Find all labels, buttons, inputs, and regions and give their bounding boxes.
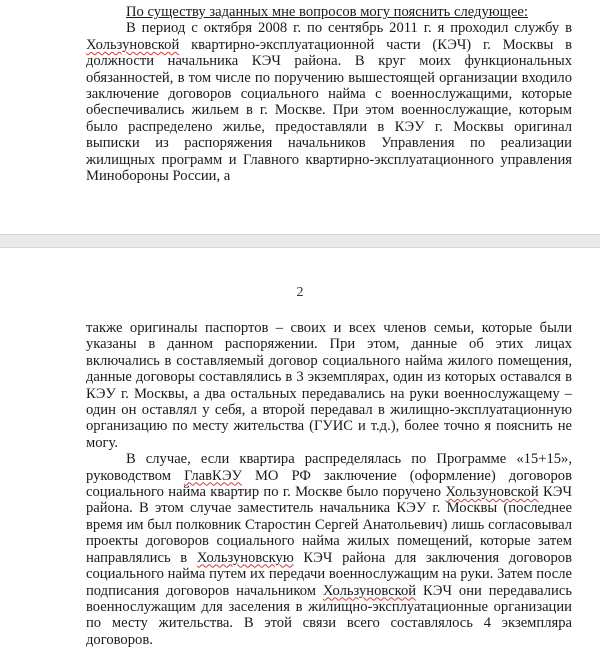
document-page-1: [0, 0, 600, 234]
misspelled-word: Хользуновской: [86, 36, 180, 53]
text-run: МО РФ заключение (оформление) договоров социального найма квартир по г. Москве было поручено: [86, 467, 572, 501]
page-1-heading: [86, 4, 572, 20]
page-2-paragraph: [86, 451, 572, 648]
page-1-paragraph: [86, 20, 572, 184]
misspelled-word: Хользуновской: [322, 582, 417, 599]
page-2-text: [86, 320, 572, 648]
page-2-continuation-paragraph: также оригиналы паспортов – своих и всех членов семьи, которые были указаны в данном распоряжении. При этом, данные об этих лицах включались в составляемый договор социального найма жилого помещения, данные договоры составлялись в 3 экземплярах, один из которых оставался в КЭУ г. Москвы, а два остальных передавались на руки военнослужащему – один он оставлял у себя, а второй передавал в жилищно-эксплуатационную организацию по месту жительства (ГУИС и т.д.), более точно я пояснить не могу.: [86, 320, 572, 451]
text-run: КЭЧ района для заключения договоров социального найма путем их передачи военнослужащим на руки. Затем после подписания договоров начальником: [86, 549, 572, 599]
page-number: 2: [296, 285, 304, 300]
misspelled-word: ГлавКЭУ: [184, 467, 242, 484]
text-run: КЭЧ района. В этом случае заместитель начальника КЭУ г. Москвы (последнее время им был полковник Старостин Сергей Анатольевич) лишь согласовывал проекты договоров социального найма жилых помещений, которые затем направлялись в: [86, 484, 572, 566]
misspelled-word: Хользуновской: [445, 484, 539, 501]
text-run: КЭЧ они передавались военнослужащим для заселения в жилищно-эксплуатационные организации по месту жительства. В этой связи всего составлялось 4 экземпляра договоров.: [86, 582, 572, 648]
page-1-text: [86, 4, 572, 184]
heading-text: По существу заданных мне вопросов могу пояснить следующее:: [126, 4, 528, 20]
text-run: В случае, если квартира распределялась по Программе «15+15», руководством: [86, 451, 572, 484]
misspelled-word: Хользуновскую: [196, 549, 294, 566]
page-break-gap: [0, 234, 600, 248]
text-run: квартирно-эксплуатационной части (КЭЧ) г. Москвы в должности начальника КЭЧ района. В круг моих функциональных обязанностей, в том числе по поручению вышестоящей организации входило заключение договоров социального найма с военнослужащими, которые обеспечивались жильем в г. Москве. При этом военнослужащие, которым было распределено жилье, предоставляли в КЭУ г. Москвы оригинал выписки из распоряжения начальников Управления по реализации жилищных программ и Главного квартирно-эксплуатационного управления Минобороны России, а: [86, 36, 572, 185]
text-run: В период с октября 2008 г. по сентябрь 2011 г. я проходил службу в: [126, 20, 572, 37]
